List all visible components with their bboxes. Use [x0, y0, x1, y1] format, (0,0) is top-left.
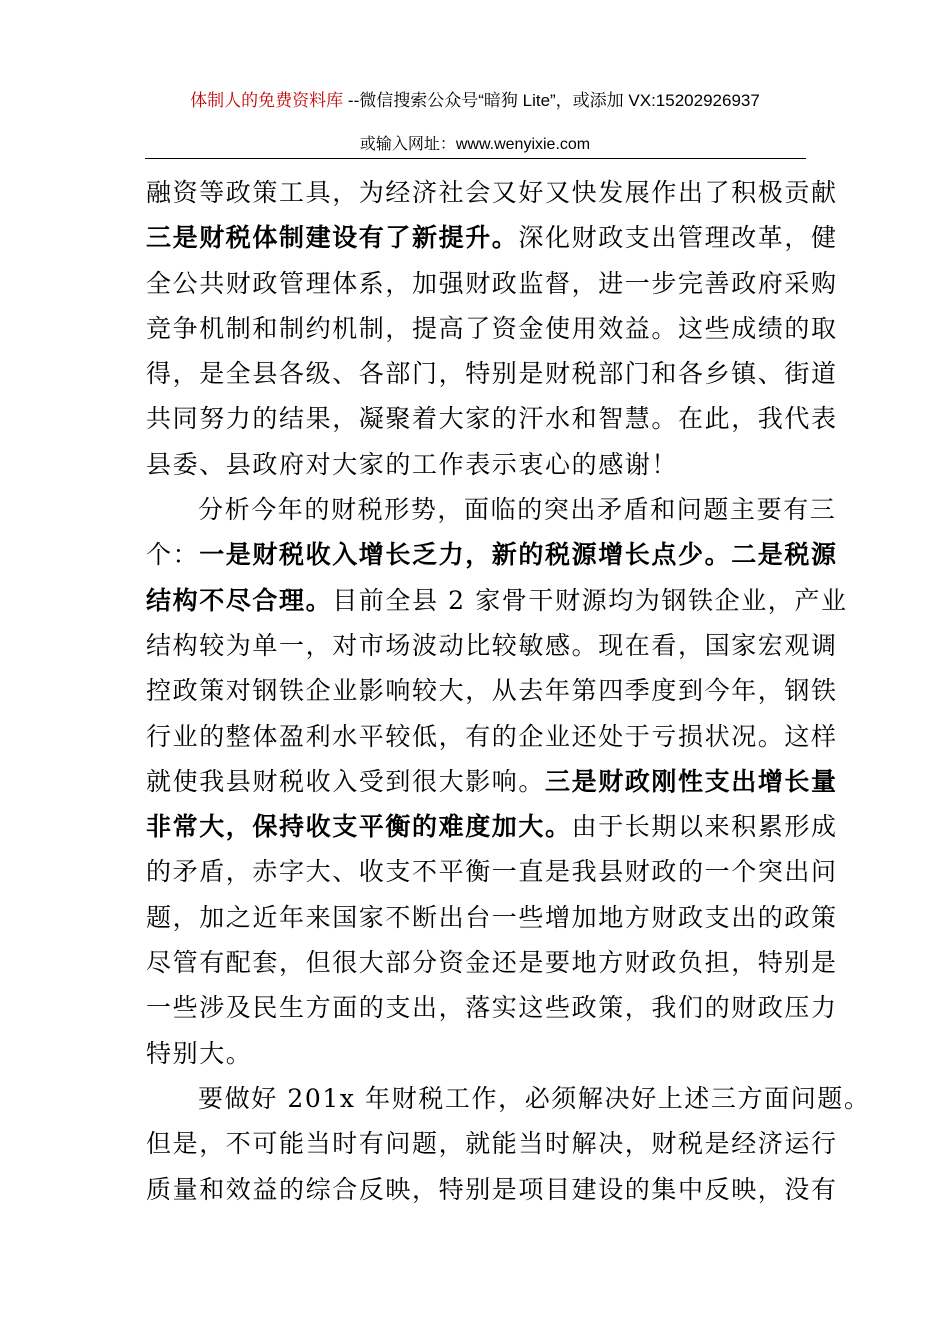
text-run: 行业的整体盈利水平较低，有的企业还处于亏损状况。这样 — [146, 721, 838, 751]
text-line — [146, 1167, 838, 1212]
text-run: 由于长期以来积累形成 — [571, 812, 838, 842]
text-line — [146, 1031, 808, 1076]
text-run: 特别大。 — [146, 1038, 253, 1068]
text-line — [146, 578, 848, 623]
text-run: 全公共财政管理体系，加强财政监督，进一步完善政府采购 — [146, 268, 838, 298]
text-run: 尽管有配套，但很大部分资金还是要地方财政负担，特别是 — [146, 948, 838, 978]
text-line — [146, 170, 838, 215]
bold-text-run: 非常大，保持收支平衡的难度加大。 — [146, 812, 572, 842]
text-run: 深化财政支出管理改革，健 — [518, 223, 838, 253]
text-line — [146, 668, 838, 713]
text-line — [146, 351, 838, 396]
text-line — [146, 623, 838, 668]
text-run: 控政策对钢铁企业影响较大，从去年第四季度到今年，钢铁 — [146, 676, 838, 706]
text-line — [146, 306, 838, 351]
body-text — [146, 170, 871, 1212]
bold-text-run: 三是财政刚性支出增长量 — [545, 766, 838, 796]
text-line — [146, 804, 838, 849]
text-line — [146, 895, 838, 940]
text-run: 个： — [146, 540, 200, 570]
bold-text-run: 一是财税收入增长乏力，新的税源增长点少。二是税源 — [199, 540, 838, 570]
text-line — [146, 940, 838, 985]
text-line — [146, 532, 838, 577]
text-run: 结构较为单一，对市场波动比较敏感。现在看，国家宏观调 — [146, 630, 838, 660]
text-run: 一些涉及民生方面的支出，落实这些政策，我们的财政压力 — [146, 993, 838, 1023]
text-run: 要做好 201x 年财税工作，必须解决好上述三方面问题。 — [198, 1083, 871, 1113]
header-url-line: 或输入网址：www.wenyixie.com — [359, 136, 591, 153]
text-line — [146, 215, 838, 260]
text-run: 得，是全县各级、各部门，特别是财税部门和各乡镇、街道 — [146, 359, 838, 389]
text-run: 的矛盾，赤字大、收支不平衡一直是我县财政的一个突出问 — [146, 857, 838, 887]
text-run: 融资等政策工具，为经济社会又好又快发展作出了积极贡献 — [146, 178, 838, 207]
bold-text-run: 结构不尽合理。 — [146, 585, 333, 615]
text-run: 共同努力的结果，凝聚着大家的汗水和智慧。在此，我代表 — [146, 404, 838, 434]
text-line — [146, 396, 838, 441]
text-run: 就使我县财税收入受到很大影响。 — [146, 766, 546, 796]
text-run: 县委、县政府对大家的工作表示衷心的感谢！ — [146, 449, 679, 479]
text-line — [146, 1076, 871, 1121]
text-line — [146, 487, 837, 532]
text-line — [146, 985, 838, 1030]
bold-text-run: 三是财税体制建设有了新提升。 — [146, 223, 519, 253]
text-run: 题，加之近年来国家不断出台一些增加地方财政支出的政策 — [146, 902, 838, 932]
text-line — [146, 261, 838, 306]
text-run: 竞争机制和制约机制，提高了资金使用效益。这些成绩的取 — [146, 313, 838, 343]
text-line — [146, 442, 808, 487]
text-line — [146, 849, 838, 894]
text-line — [146, 759, 838, 804]
text-run: 质量和效益的综合反映，特别是项目建设的集中反映，没有 — [146, 1174, 838, 1204]
text-run: 但是，不可能当时有问题，就能当时解决，财税是经济运行 — [146, 1129, 838, 1159]
page-header — [0, 86, 950, 111]
text-run: 目前全县 2 家骨干财源均为钢铁企业，产业 — [332, 585, 848, 615]
text-line — [146, 714, 838, 759]
header-divider — [145, 158, 806, 159]
text-line — [146, 1121, 838, 1166]
text-run: 分析今年的财税形势，面临的突出矛盾和问题主要有三 — [198, 495, 837, 525]
header-brand: 体制人的免费资料库 — [190, 91, 344, 110]
header-contact: --微信搜索公众号“暗狗 Lite”，或添加 VX:15202926937 — [343, 91, 760, 110]
